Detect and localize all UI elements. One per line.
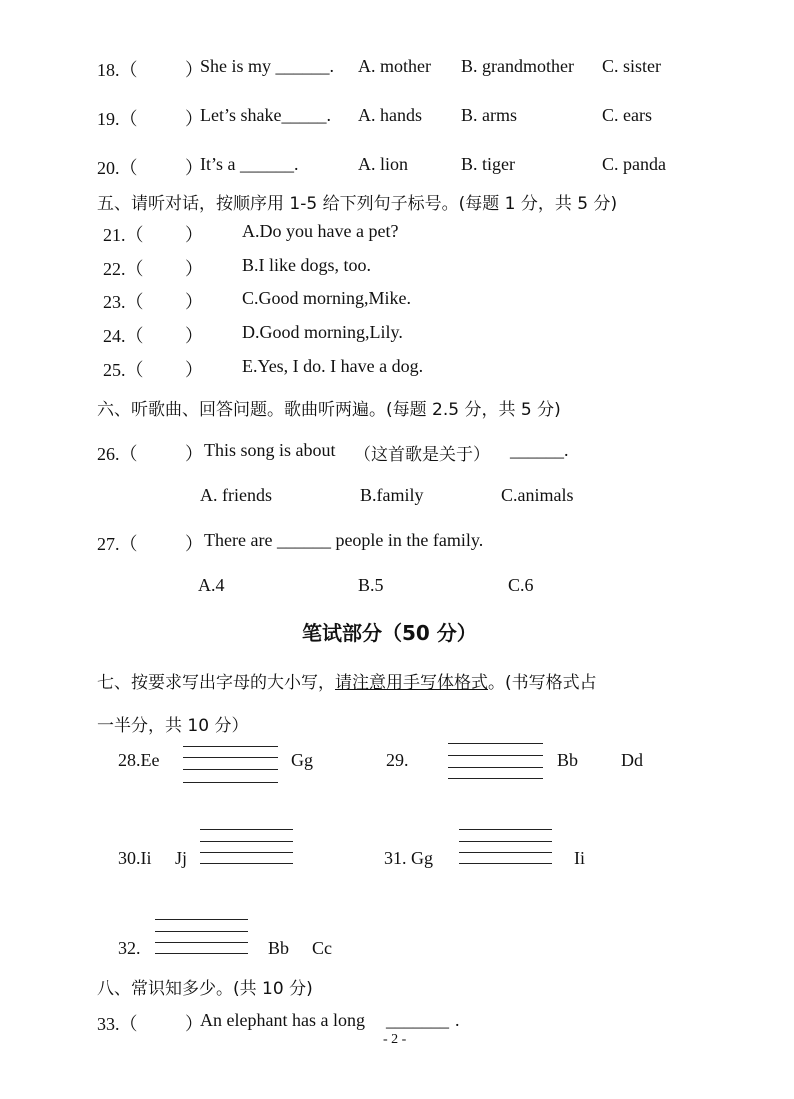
q26-stem-english: This song is about: [204, 440, 336, 460]
q28-label: 28.Ee: [118, 750, 160, 770]
q33-number: 33.（: [97, 1014, 138, 1034]
q21-number: 21.（: [103, 225, 144, 245]
q23-sentence: C.Good morning,Mike.: [242, 288, 411, 308]
q26-option-b: B.family: [360, 485, 424, 505]
q33-period: .: [455, 1010, 460, 1030]
q29-writing-lines[interactable]: [448, 743, 543, 783]
q21-sentence: A.Do you have a pet?: [242, 221, 399, 241]
q20-option-c: C. panda: [602, 154, 666, 174]
q31-writing-lines[interactable]: [459, 829, 552, 869]
q18-close-paren: ）: [185, 60, 203, 80]
q20-close-paren: ）: [185, 158, 203, 178]
q18-option-a: A. mother: [358, 56, 431, 76]
q28-writing-lines[interactable]: [183, 746, 278, 786]
section-7-heading-end: 。(书写格式占: [488, 673, 597, 693]
q33-close-paren: ）: [185, 1014, 203, 1034]
q24-sentence: D.Good morning,Lily.: [242, 322, 403, 342]
q20-stem: It’s a ______.: [200, 154, 299, 174]
q19-stem: Let’s shake_____.: [200, 105, 331, 125]
section-7-heading-start: 七、按要求写出字母的大小写，: [97, 673, 335, 693]
q29-letter-bb: Bb: [557, 750, 579, 770]
q26-blank: ______.: [510, 440, 569, 460]
q26-option-a: A. friends: [200, 485, 272, 505]
q25-close-paren: ）: [185, 360, 203, 380]
written-part-title: 笔试部分（50 分）: [302, 621, 477, 645]
q32-label: 32.: [118, 938, 141, 958]
q22-number: 22.（: [103, 259, 144, 279]
question-18: [97, 56, 138, 82]
q26-close-paren: ）: [185, 444, 203, 464]
section-8-heading: 八、常识知多少。(共 10 分): [97, 979, 313, 999]
q19-number: 19.（: [97, 109, 138, 129]
q24-number: 24.（: [103, 326, 144, 346]
q26-stem-chinese: （这首歌是关于）: [354, 445, 490, 465]
q30-letter-jj: Jj: [175, 848, 188, 868]
section-5-heading: 五、请听对话，按顺序用 1-5 给下列句子标号。(每题 1 分，共 5 分): [97, 194, 618, 214]
q18-option-c: C. sister: [602, 56, 662, 76]
q19-option-b: B. arms: [461, 105, 517, 125]
q27-option-b: B.5: [358, 575, 384, 595]
q27-number: 27.（: [97, 534, 138, 554]
q31-label: 31. Gg: [384, 848, 433, 868]
q20-number: 20.（: [97, 158, 138, 178]
q20-option-a: A. lion: [358, 154, 409, 174]
q25-number: 25.（: [103, 360, 144, 380]
q30-writing-lines[interactable]: [200, 829, 293, 869]
q29-label: 29.: [386, 750, 409, 770]
section-6-heading: 六、听歌曲、回答问题。歌曲听两遍。(每题 2.5 分，共 5 分): [97, 400, 561, 420]
page-number: - 2 -: [383, 1032, 407, 1047]
q27-option-c: C.6: [508, 575, 534, 595]
q32-letter-cc: Cc: [312, 938, 332, 958]
q21-close-paren: ）: [185, 225, 203, 245]
q28-letter-gg: Gg: [291, 750, 313, 770]
q23-number: 23.（: [103, 292, 144, 312]
section-7-heading: [97, 668, 597, 693]
q27-close-paren: ）: [185, 534, 203, 554]
q19-close-paren: ）: [185, 109, 203, 129]
q18-option-b: B. grandmother: [461, 56, 574, 76]
q22-close-paren: ）: [185, 259, 203, 279]
q19-option-c: C. ears: [602, 105, 652, 125]
q18-stem: She is my ______.: [200, 56, 335, 76]
q27-option-a: A.4: [198, 575, 225, 595]
q23-close-paren: ）: [185, 292, 203, 312]
q27-stem: There are ______ people in the family.: [204, 530, 484, 550]
q32-writing-lines[interactable]: [155, 919, 248, 959]
q30-label: 30.Ii: [118, 848, 152, 868]
q26-option-c: C.animals: [501, 485, 574, 505]
q31-letter-ii: Ii: [574, 848, 585, 868]
q24-close-paren: ）: [185, 326, 203, 346]
q19-option-a: A. hands: [358, 105, 422, 125]
q18-number: 18.（: [97, 60, 138, 80]
q25-sentence: E.Yes, I do. I have a dog.: [242, 356, 424, 376]
section-7-heading-line2: 一半分，共 10 分）: [97, 716, 249, 736]
q22-sentence: B.I like dogs, too.: [242, 255, 371, 275]
q33-stem: An elephant has a long: [200, 1010, 365, 1030]
q29-letter-dd: Dd: [621, 750, 643, 770]
q32-letter-bb: Bb: [268, 938, 290, 958]
section-7-heading-underlined: 请注意用手写体格式: [335, 673, 488, 693]
q20-option-b: B. tiger: [461, 154, 515, 174]
q33-blank: _______: [386, 1010, 449, 1030]
q26-number: 26.（: [97, 444, 138, 464]
